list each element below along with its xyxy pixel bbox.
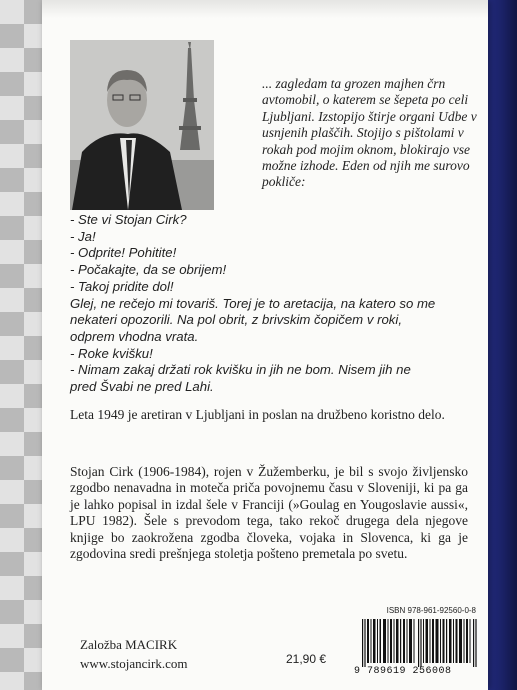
dialog-line: odprem vhodna vrata. xyxy=(70,328,199,344)
dialog-line: - Ja! xyxy=(70,228,96,244)
biography-paragraph: Stojan Cirk (1906-1984), rojen v Žužemberku, je bil s svojo življensko zgodbo nenavadna in moteča priča povojnemu času v Sloveniji, ki pa ga je lahko popisal in izdal šele v Franciji (»Goulag en Yougoslavie aussi«, LPU 1982). Šele s prevodom tega, tako rekoč drugega dela njegove knjige bo zaokrožena zgodba človeka, vojaka in Slovenca, ki ga je zgodovina sredi prešnjega stoletja pošteno premetala po svetu. xyxy=(70,464,468,562)
isbn-number: ISBN 978-961-92560-0-8 xyxy=(386,606,476,615)
dialog-line: Glej, ne rečejo mi tovariš. Torej je to aretacija, na katero so me xyxy=(70,295,436,311)
quote-excerpt xyxy=(262,76,477,191)
author-photo xyxy=(70,40,214,210)
dialog-line: pred Švabi ne pred Lahi. xyxy=(70,379,214,395)
barcode xyxy=(362,619,478,667)
dialog-line: nekateri opozorili. Na pol obrit, z brivskim čopičem v roki, xyxy=(70,312,402,328)
barcode-digits: 9 789619 256008 xyxy=(354,666,452,677)
price-label: 21,90 € xyxy=(286,652,327,666)
book-back-cover xyxy=(42,0,488,690)
dialog-line: - Roke kvišku! xyxy=(70,345,153,361)
publisher-name: Založba MACIRK xyxy=(80,637,178,652)
dialog-line: - Počakajte, da se obrijem! xyxy=(70,262,227,278)
arrest-paragraph: Leta 1949 je aretiran v Ljubljani in poslan na družbeno koristno delo. xyxy=(70,407,445,422)
dialog-line: - Ste vi Stojan Cirk? xyxy=(70,212,187,227)
dialog-line: - Nimam zakaj držati rok kvišku in jih ne bom. Nisem jih ne xyxy=(70,362,411,378)
publisher-website: www.stojancirk.com xyxy=(80,656,188,671)
dialog-excerpt xyxy=(70,212,480,396)
dialog-line: - Takoj pridite dol! xyxy=(70,278,174,294)
dialog-line: - Odprite! Pohitite! xyxy=(70,245,177,261)
quote-text: ... zagledam ta grozen majhen črn avtomobil, o katerem se šepeta po celi Ljubljani. Izstopijo štirje organi Udbe v usnjenih plaščih. Stojijo s pištolami v rokah pod mojim oknom, blokirajo vse možne izhode. Eden od njih me surovo pokliče: xyxy=(262,76,477,190)
